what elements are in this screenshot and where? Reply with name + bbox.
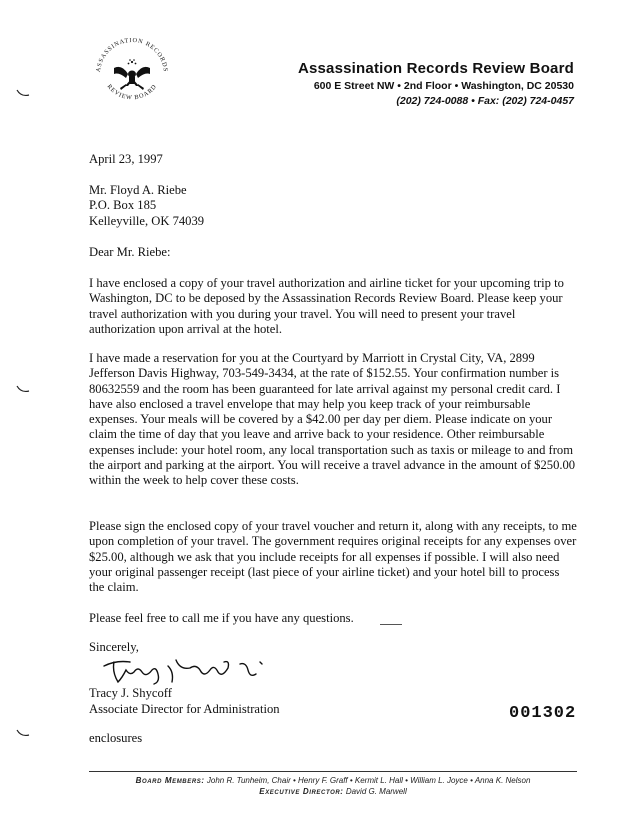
signer-name: Tracy J. Shycoff	[89, 686, 172, 700]
svg-text:REVIEW BOARD	[106, 83, 159, 101]
recipient-name: Mr. Floyd A. Riebe	[89, 183, 187, 197]
punch-mark	[16, 384, 30, 394]
closing: Sincerely,	[89, 640, 139, 654]
paragraph-contact: Please feel free to call me if you have any questions.	[89, 611, 354, 625]
board-members-label: Board Members:	[135, 776, 205, 785]
svg-text:ASSASSINATION RECORDS	[95, 37, 169, 73]
organization-phone-fax: (202) 724-0088 • Fax: (202) 724-0457	[396, 95, 574, 107]
recipient-city: Kelleyville, OK 74039	[89, 213, 205, 228]
board-seal-icon	[92, 34, 172, 114]
stray-mark	[380, 624, 402, 625]
paragraph-travel-authorization: I have enclosed a copy of your travel authorization and airline ticket for your upcoming trip to Washington, DC to be deposed by the Assassination Records Review Board. Please keep your travel authorization with you during your travel. You will need to present your travel authorization upon arrival at the hotel.	[89, 276, 564, 336]
document-number-stamp: 001302	[509, 704, 577, 723]
salutation: Dear Mr. Riebe:	[89, 245, 171, 259]
executive-director-label: Executive Director:	[259, 787, 344, 796]
footer-board-members	[89, 776, 577, 785]
organization-name: Assassination Records Review Board	[297, 60, 574, 77]
recipient-street: P.O. Box 185	[89, 198, 157, 213]
paragraph-voucher-receipts: Please sign the enclosed copy of your travel voucher and return it, along with any receipts, to me upon completion of your travel. The government requires original receipts for any expenses over $25.00, although we ask that you include receipts for all expenses if possible. I will also need your original passenger receipt (last piece of your airline ticket) and your hotel bill to process the claim.	[89, 519, 577, 595]
board-members-list: John R. Tunheim, Chair • Henry F. Graff • Kermit L. Hall • William L. Joyce • Anna K. Nelson	[206, 776, 531, 785]
seal-ring-top-text: ASSASSINATION RECORDS	[94, 36, 169, 73]
punch-mark	[16, 88, 30, 98]
enclosures-note: enclosures	[89, 731, 143, 745]
seal-ring-bottom-text: REVIEW BOARD	[105, 83, 159, 102]
handwritten-signature	[96, 648, 276, 688]
recipient-address	[89, 183, 204, 229]
punch-mark	[16, 728, 30, 738]
paragraph-hotel-reservation: I have made a reservation for you at the Courtyard by Marriott in Crystal City, VA, 2899 Jefferson Davis Highway, 703-549-3434, at the rate of $152.55. Your confirmation number is 80632559 and the room has been guaranteed for late arrival against my personal credit card. I have also enclosed a travel envelope that may help you keep track of your reimbursable expenses. Your meals will be covered by a $42.00 per day per diem. Please indicate on your claim the time of day that you leave and arrive back to your residence. Other reimbursable expenses include: your hotel room, any local transportation such as taxis or mileage to and from the airport and parking at the airport. You will receive a travel advance in the amount of $250.00 within the week to help cover these costs.	[89, 351, 576, 488]
signer-title: Associate Director for Administration	[89, 702, 280, 716]
organization-address: 600 E Street NW • 2nd Floor • Washington, DC 20530	[313, 80, 574, 92]
footer-executive-director	[89, 787, 577, 796]
letter-date: April 23, 1997	[89, 152, 163, 166]
executive-director-name: David G. Marwell	[345, 787, 407, 796]
footer-divider	[89, 771, 577, 772]
